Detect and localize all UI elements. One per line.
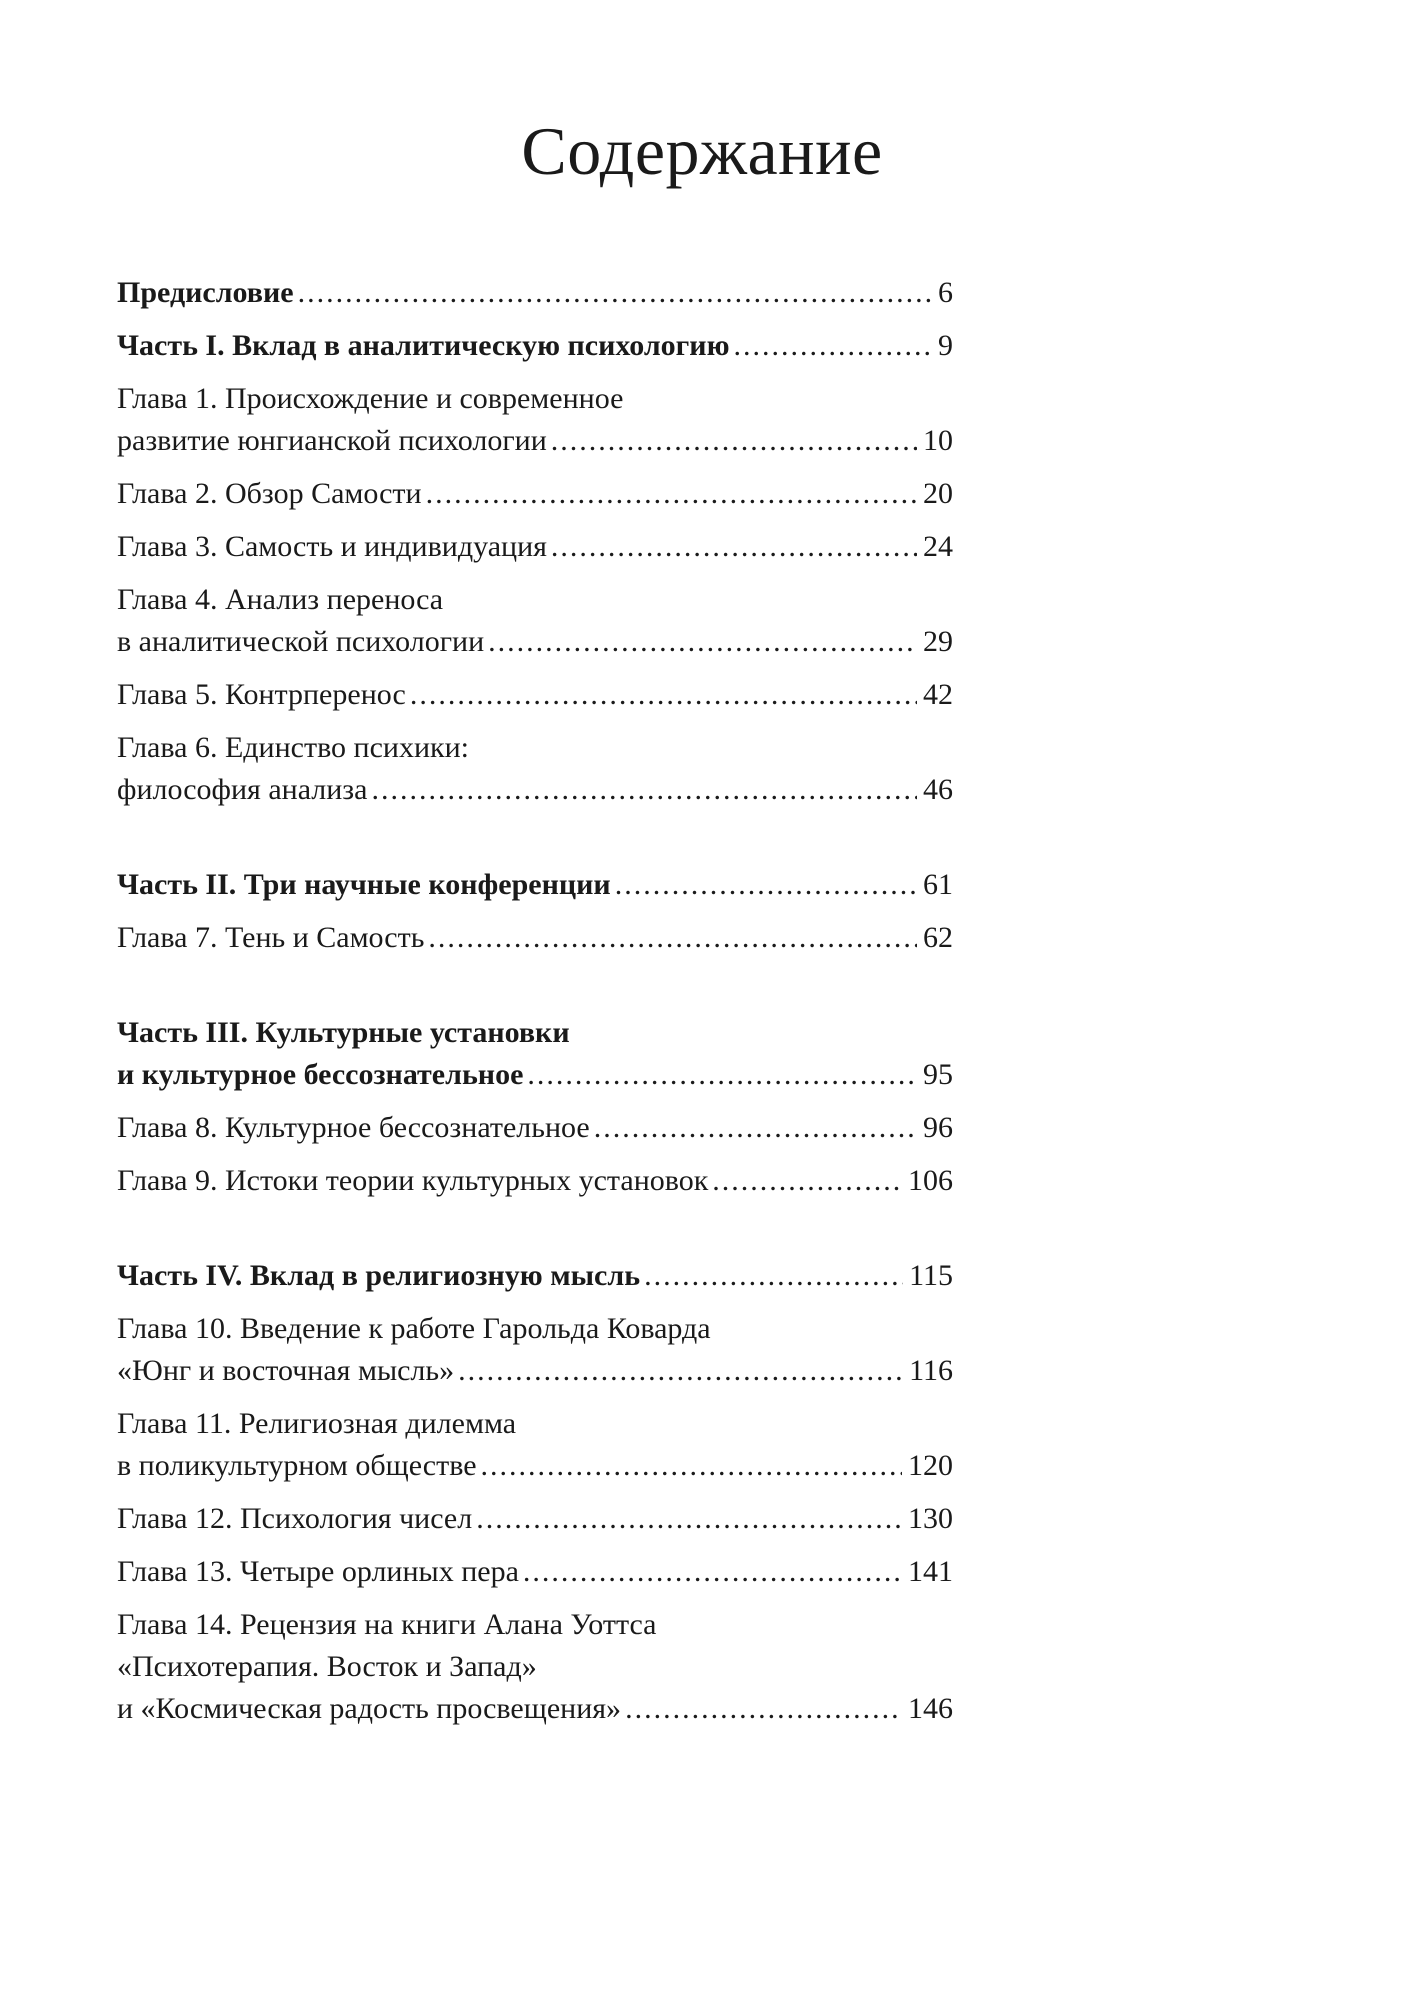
toc-entry-title: Глава 10. Введение к работе Гарольда Коварда [117,1312,711,1345]
toc-dot-leader [481,1445,902,1487]
toc-page-number: 116 [909,1354,953,1387]
toc-part-entry [117,1255,953,1297]
toc-page-number: 24 [923,530,953,563]
toc-entry-title: Глава 5. Контрперенос [117,678,406,711]
toc-entry-title: Глава 8. Культурное бессознательное [117,1111,590,1144]
toc-entry-title: Часть II. Три научные конференции [117,868,611,901]
toc-entry-title: развитие юнгианской психологии [117,424,547,457]
toc-dot-leader [458,1350,903,1392]
toc-entry-title: философия анализа [117,773,368,806]
toc-dot-leader [523,1551,902,1593]
toc-entry-title: Глава 2. Обзор Самости [117,477,422,510]
toc-entry-title: Глава 14. Рецензия на книги Алана Уоттса [117,1608,657,1641]
toc-entry-title: Часть I. Вклад в аналитическую психологию [117,329,730,362]
toc-chapter-entry [117,674,953,716]
toc-chapter-entry [117,1403,953,1487]
toc-part-entry [117,864,953,906]
toc-entry-line [117,1308,953,1350]
toc-entry-title: Глава 13. Четыре орлиных пера [117,1555,519,1588]
toc-chapter-entry [117,1107,953,1149]
toc-entry-title: Глава 3. Самость и индивидуация [117,530,547,563]
toc-page-number: 120 [908,1449,953,1482]
toc-entry-line [117,917,953,959]
toc-chapter-entry [117,917,953,959]
toc-page-number: 29 [923,625,953,658]
toc-dot-leader [551,526,917,568]
toc-part-entry [117,1012,953,1096]
toc-dot-leader [488,621,917,663]
toc-entry-line [117,674,953,716]
toc-dot-leader [551,420,917,462]
toc-page-number: 46 [923,773,953,806]
table-of-contents [117,272,953,1730]
toc-entry-title: «Юнг и восточная мысль» [117,1354,455,1387]
toc-entry-line [117,864,953,906]
toc-page-number: 96 [923,1111,953,1144]
toc-dot-leader [734,325,932,367]
toc-entry-title: Глава 9. Истоки теории культурных установок [117,1164,709,1197]
toc-chapter-entry [117,727,953,811]
toc-entry-line [117,727,953,769]
toc-entry-line [117,769,953,811]
toc-dot-leader [476,1498,902,1540]
toc-entry-title: и «Космическая радость просвещения» [117,1692,622,1725]
toc-entry-line [117,420,953,462]
toc-entry-title: в аналитической психологии [117,625,485,658]
toc-entry-line [117,1403,953,1445]
toc-entry-title: Часть III. Культурные установки [117,1016,570,1049]
toc-page-number: 106 [908,1164,953,1197]
toc-entry-title: Предисловие [117,276,294,309]
toc-entry-line [117,325,953,367]
toc-page-number: 62 [923,921,953,954]
toc-page-number: 61 [923,868,953,901]
toc-dot-leader [594,1107,917,1149]
toc-page-number: 130 [908,1502,953,1535]
toc-page-number: 141 [908,1555,953,1588]
toc-dot-leader [644,1255,903,1297]
toc-entry-title: Глава 7. Тень и Самость [117,921,425,954]
toc-chapter-entry [117,526,953,568]
toc-dot-leader [298,272,932,314]
toc-chapter-entry [117,378,953,462]
toc-chapter-entry [117,1160,953,1202]
toc-entry-title: Глава 1. Происхождение и современное [117,382,624,415]
toc-entry-line [117,579,953,621]
toc-entry-line [117,1646,953,1688]
toc-entry-line [117,1054,953,1096]
toc-chapter-entry [117,473,953,515]
toc-entry-line [117,378,953,420]
toc-page-number: 9 [938,329,953,362]
toc-entry-title: Глава 12. Психология чисел [117,1502,473,1535]
toc-chapter-entry [117,1604,953,1730]
toc-entry-line [117,1107,953,1149]
toc-dot-leader [625,1688,902,1730]
toc-entry-line [117,526,953,568]
toc-dot-leader [527,1054,917,1096]
toc-chapter-entry [117,1308,953,1392]
toc-entry-line [117,1551,953,1593]
toc-page-number: 95 [923,1058,953,1091]
toc-dot-leader [428,917,917,959]
toc-entry-line [117,1350,953,1392]
toc-page-number: 6 [938,276,953,309]
toc-dot-leader [371,769,917,811]
toc-entry-line [117,1255,953,1297]
toc-entry-title: «Психотерапия. Восток и Запад» [117,1650,537,1683]
toc-chapter-entry [117,1551,953,1593]
toc-entry-title: Глава 6. Единство психики: [117,731,469,764]
toc-entry-line [117,272,953,314]
toc-entry-line [117,1688,953,1730]
toc-entry-line [117,621,953,663]
toc-page-number: 10 [923,424,953,457]
toc-chapter-entry [117,1498,953,1540]
toc-entry-line [117,1604,953,1646]
toc-dot-leader [410,674,917,716]
toc-dot-leader [615,864,917,906]
toc-dot-leader [712,1160,902,1202]
toc-entry-line [117,1160,953,1202]
toc-entry-title: в поликультурном обществе [117,1449,477,1482]
toc-entry-title: Глава 4. Анализ переноса [117,583,444,616]
toc-dot-leader [426,473,917,515]
toc-entry-title: и культурное бессознательное [117,1058,524,1091]
toc-page-number: 20 [923,477,953,510]
toc-entry-title: Глава 11. Религиозная дилемма [117,1407,517,1440]
toc-part-entry [117,272,953,314]
toc-entry-line [117,1012,953,1054]
toc-page-number: 146 [908,1692,953,1725]
toc-entry-line [117,473,953,515]
toc-entry-title: Часть IV. Вклад в религиозную мысль [117,1259,641,1292]
toc-chapter-entry [117,579,953,663]
toc-page-number: 42 [923,678,953,711]
toc-page-number: 115 [909,1259,953,1292]
toc-part-entry [117,325,953,367]
toc-entry-line [117,1445,953,1487]
toc-entry-line [117,1498,953,1540]
page-title: Содержание [521,113,883,189]
